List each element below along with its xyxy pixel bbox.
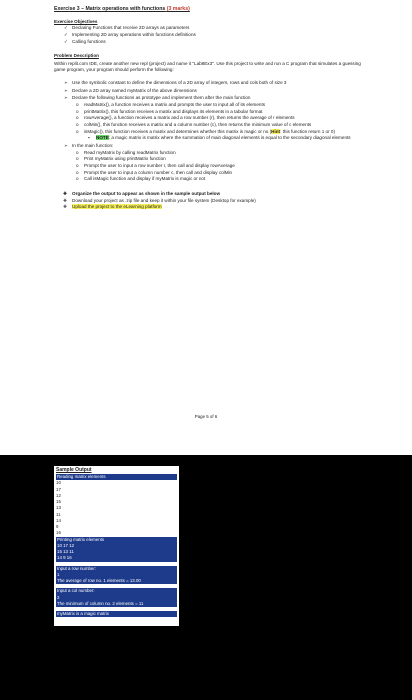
objective-item: [64, 39, 364, 46]
list-item: [72, 150, 364, 157]
item-text: Read myMatrix by calling readMatrix function: [84, 149, 176, 155]
row-prompt: Input a row number:: [56, 566, 177, 572]
circle-bullet-icon: o: [76, 128, 79, 134]
item-text: Prompt the user to input a column number c, then call and display colMin: [84, 169, 233, 175]
matrix-row: 14 9 16: [56, 555, 177, 561]
input-line: 12: [56, 492, 61, 498]
page-number: Page 5 of 6: [194, 414, 218, 419]
input-line: 17: [56, 486, 61, 492]
circle-bullet-icon: o: [76, 149, 79, 155]
row-result: The average of row no. 1 elements = 13.00: [56, 578, 177, 584]
circle-bullet-icon: o: [76, 156, 79, 162]
list-item: [72, 102, 364, 109]
list-item: [54, 88, 364, 95]
item-text: rowAverage(), a function receives a matrix and a row number (r), then returns the average of r elements: [84, 115, 295, 121]
main-steps-list: [72, 150, 364, 183]
diamond-bullet-icon: ❖: [63, 190, 68, 196]
note-text: : a magic matrix is matrix where the summation of main diagonal elements is equal to the secondary diagonal elements: [108, 135, 351, 141]
row-value: 1: [56, 572, 177, 578]
matrix-row: 15 13 11: [56, 549, 177, 555]
document-content: [54, 6, 364, 211]
arrow-bullet-icon: ➢: [64, 143, 68, 149]
list-item: [72, 170, 364, 177]
title-main: Exercise 3 – Matrix operations with functions: [54, 6, 166, 12]
input-line: 13: [56, 505, 61, 511]
input-line: 9: [56, 524, 59, 530]
objective-text: Calling functions: [72, 38, 106, 44]
list-item: [72, 122, 364, 129]
list-item: [54, 143, 364, 183]
circle-bullet-icon: o: [76, 122, 79, 128]
item-text: Print myMatrix using printMatrix function: [84, 156, 166, 162]
note-label: NOTE: [96, 135, 109, 141]
input-line: 10: [56, 480, 61, 486]
checkmark-icon: ✓: [64, 31, 68, 37]
item-text: readMatrix(), a function receives a matrix and prompts the user to input all of its elements: [84, 102, 266, 108]
item-text: Use the symbolic constant to define the dimensions of a 2D array of integers, rows and cols both of size 3: [72, 80, 287, 86]
final-instructions: [54, 191, 364, 211]
square-bullet-icon: ▪: [88, 135, 90, 141]
col-result: The minimum of column no. 2 elements = 11: [56, 601, 177, 607]
objective-item: [64, 32, 364, 39]
list-item: [72, 129, 364, 142]
problem-text: Within replit.com IDE, create another new repl (project) and name it "Lab8Ex3". Use this project to write and run a C program that simulates a guessing game program, your program should perform the following:: [54, 60, 361, 73]
matrix-row: 10 17 12: [56, 543, 177, 549]
arrow-bullet-icon: ➢: [64, 80, 68, 86]
item-text: Upload the project to the eLearning platform: [72, 204, 162, 210]
printing-line: Printing matrix elements: [56, 537, 177, 543]
circle-bullet-icon: o: [76, 108, 79, 114]
list-item: [72, 156, 364, 163]
item-text: isMagic(), this function receives a matrix and determines whether this matrix is magic or no (: [84, 128, 272, 134]
item-text: In the main function:: [72, 143, 114, 149]
list-item: [72, 163, 364, 170]
objective-text: Implementing 2D array operations within functions definitions: [72, 31, 196, 37]
exercise-title: [54, 6, 364, 14]
magic-result: myMatrix is a magic matrix: [56, 611, 177, 617]
checkmark-icon: ✓: [64, 25, 68, 31]
col-value: 2: [56, 595, 177, 601]
objective-text: Declaring Functions that receive 2D arrays as parameters: [72, 25, 190, 31]
item-text: Declare a 2D array named myMatrix of the above dimensions: [72, 87, 197, 93]
list-item: [72, 109, 364, 116]
objective-item: [64, 25, 364, 32]
problem-heading: Problem Description: [54, 53, 99, 59]
note-list: [84, 135, 364, 142]
diamond-bullet-icon: ❖: [63, 197, 68, 203]
arrow-bullet-icon: ➢: [64, 87, 68, 93]
list-item: [54, 204, 364, 211]
list-item: [72, 115, 364, 122]
item-text: Organize the output to appear as shown in the sample output below: [72, 190, 221, 196]
item-text: Prompt the user to input a row number r, then call and display rowAverage: [84, 163, 235, 168]
item-text: : this function return 1 or 0): [280, 128, 335, 134]
requirements-list: [54, 80, 364, 183]
sample-output-panel: [54, 466, 179, 626]
input-line: 15: [56, 499, 61, 505]
circle-bullet-icon: o: [76, 169, 79, 175]
input-line: 11: [56, 511, 61, 517]
list-item: [54, 95, 364, 142]
sample-output-heading: Sample Output: [56, 467, 92, 473]
objectives-heading: Exercise Objectives: [54, 18, 98, 24]
col-prompt: Input a col number:: [56, 588, 177, 594]
hint-label: Hint: [271, 128, 281, 134]
circle-bullet-icon: o: [76, 176, 79, 182]
title-marks: (3 marks): [166, 6, 190, 12]
list-item: [54, 198, 364, 205]
item-text: Call isMagic function and display if myMatrix is magic or not: [84, 176, 206, 182]
arrow-bullet-icon: ➢: [64, 95, 68, 101]
input-line: 14: [56, 517, 61, 523]
list-item: [54, 191, 364, 198]
reading-line: Reading matrix elements: [56, 474, 177, 480]
item-text: Declare the following functions as prototype and implement them after the main function: [72, 95, 251, 101]
item-text: printMatrix(), this function receives a matrix and displays its elements in a tabular format: [84, 108, 263, 114]
list-item: [72, 176, 364, 183]
list-item: [84, 135, 364, 142]
circle-bullet-icon: o: [76, 163, 79, 168]
list-item: [54, 80, 364, 87]
input-line: 16: [56, 530, 61, 536]
checkmark-icon: ✓: [64, 38, 68, 44]
item-text: colMin(), this function receives a matrix and a column number (c), then returns the minimum value of c elements: [84, 122, 312, 128]
functions-list: [72, 102, 364, 142]
diamond-bullet-icon: ❖: [63, 204, 68, 210]
circle-bullet-icon: o: [76, 115, 79, 121]
item-text: Download your project as .zip file and keep it within your file system (Desktop for example): [72, 197, 256, 203]
circle-bullet-icon: o: [76, 102, 79, 108]
